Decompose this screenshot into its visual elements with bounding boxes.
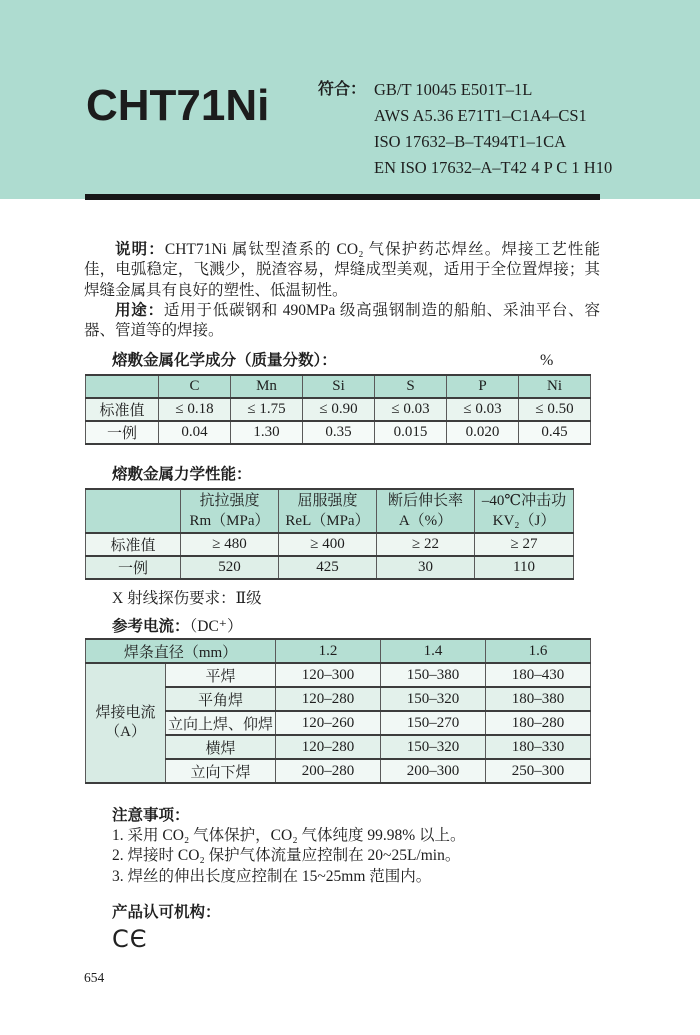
diameter-value: 1.6 xyxy=(486,639,591,663)
chemical-header-cell: P xyxy=(447,375,519,398)
certification-block xyxy=(112,900,221,952)
cell: 120–280 xyxy=(276,687,381,711)
cell: 120–260 xyxy=(276,711,381,735)
chemical-unit: % xyxy=(540,352,554,369)
cell: 120–280 xyxy=(276,735,381,759)
table-row xyxy=(86,398,591,421)
row-label: 一例 xyxy=(86,556,181,579)
cell: 150–320 xyxy=(381,687,486,711)
row-label: 标准值 xyxy=(86,398,159,421)
cell: 1.30 xyxy=(231,421,303,444)
cell: ≤ 0.18 xyxy=(159,398,231,421)
current-header-row xyxy=(86,639,591,663)
chemical-section-title: 熔敷金属化学成分（质量分数）： xyxy=(112,352,337,369)
cell: ≤ 1.75 xyxy=(231,398,303,421)
chemical-header-empty xyxy=(86,375,159,398)
mechanical-header-cell: –40℃冲击功 KV₂（J） xyxy=(475,489,574,533)
mechanical-header-row xyxy=(86,489,574,533)
notes-block xyxy=(112,806,592,887)
description-label: 说明： xyxy=(115,241,165,258)
note-item: 2. 焊接时 CO₂ 保护气体流量应控制在 20~25L/min。 xyxy=(112,847,461,865)
notes-title: 注意事项： xyxy=(112,807,190,824)
cell: 150–270 xyxy=(381,711,486,735)
cell: 200–280 xyxy=(276,759,381,783)
description-text: CHT71Ni 属钛型渣系的 CO₂ 气保护药芯焊丝。焊接工艺性能佳，电弧稳定，飞溅少，脱渣容易，焊缝成型美观，适用于全位置焊接；其焊缝金属具有良好的塑性、低温韧性。 xyxy=(84,241,600,299)
cell: ≤ 0.03 xyxy=(447,398,519,421)
row-label: 一例 xyxy=(86,421,159,444)
cell: ≤ 0.90 xyxy=(303,398,375,421)
mechanical-header-cell: 抗拉强度 Rm（MPa） xyxy=(181,489,279,533)
cell: 180–430 xyxy=(486,663,591,687)
chemical-header-cell: Ni xyxy=(519,375,591,398)
table-row xyxy=(86,421,591,444)
mechanical-properties-table xyxy=(85,488,574,580)
reference-current-table xyxy=(85,638,591,784)
standard-line: GB/T 10045 E501T–1L xyxy=(374,80,533,99)
usage-text: 适用于低碳钢和 490MPa 级高强钢制造的船舶、采油平台、容器、管道等的焊接。 xyxy=(84,301,600,340)
chemical-header-cell: C xyxy=(159,375,231,398)
cell: 120–300 xyxy=(276,663,381,687)
mechanical-header-cell: 断后伸长率 A（%） xyxy=(377,489,475,533)
cell: 30 xyxy=(377,556,475,579)
current-section-title: 参考电流：（DC⁺） xyxy=(112,618,243,635)
mechanical-header-empty xyxy=(86,489,181,533)
chemical-header-cell: S xyxy=(375,375,447,398)
position-label: 横焊 xyxy=(166,735,276,759)
current-polarity: （DC⁺） xyxy=(189,618,243,635)
cell: ≥ 400 xyxy=(279,533,377,556)
certification-title: 产品认可机构： xyxy=(112,904,221,921)
description-paragraph xyxy=(84,240,600,301)
table-row xyxy=(86,533,574,556)
cell: 200–300 xyxy=(381,759,486,783)
position-label: 平角焊 xyxy=(166,687,276,711)
diameter-value: 1.2 xyxy=(276,639,381,663)
cell: 180–280 xyxy=(486,711,591,735)
cell: 0.45 xyxy=(519,421,591,444)
mechanical-header-cell: 屈服强度 ReL（MPa） xyxy=(279,489,377,533)
cell: ≤ 0.50 xyxy=(519,398,591,421)
header-divider-bar xyxy=(85,194,600,200)
description-block xyxy=(84,240,600,341)
cell: 110 xyxy=(475,556,574,579)
cell: ≥ 27 xyxy=(475,533,574,556)
cell: 520 xyxy=(181,556,279,579)
cell: 180–380 xyxy=(486,687,591,711)
current-merged-label: 焊接电流 （A） xyxy=(86,663,166,783)
note-item: 1. 采用 CO₂ 气体保护，CO₂ 气体纯度 99.98% 以上。 xyxy=(112,827,466,844)
cell: 0.35 xyxy=(303,421,375,444)
position-label: 平焊 xyxy=(166,663,276,687)
table-row xyxy=(86,556,574,579)
standards-list xyxy=(374,77,612,181)
usage-paragraph xyxy=(84,301,600,342)
usage-label: 用途： xyxy=(115,301,164,319)
diameter-value: 1.4 xyxy=(381,639,486,663)
position-label: 立向下焊 xyxy=(166,759,276,783)
page-number: 654 xyxy=(84,970,105,985)
conforms-label: 符合： xyxy=(318,81,367,98)
ce-mark-icon: CЄ xyxy=(112,925,148,953)
product-title: CHT71Ni xyxy=(86,81,270,130)
cell: ≤ 0.03 xyxy=(375,398,447,421)
cell: 150–320 xyxy=(381,735,486,759)
xray-requirement: X 射线探伤要求：Ⅱ级 xyxy=(112,590,262,607)
cell: 150–380 xyxy=(381,663,486,687)
table-row xyxy=(86,663,591,687)
diameter-label: 焊条直径（mm） xyxy=(86,639,276,663)
cell: ≥ 480 xyxy=(181,533,279,556)
chemical-header-cell: Mn xyxy=(231,375,303,398)
position-label: 立向上焊、仰焊 xyxy=(166,711,276,735)
cell: 0.04 xyxy=(159,421,231,444)
standard-line: ISO 17632–B–T494T1–1CA xyxy=(374,132,567,151)
cell: 0.020 xyxy=(447,421,519,444)
cell: 0.015 xyxy=(375,421,447,444)
chemical-composition-table xyxy=(85,374,591,445)
cell: 180–330 xyxy=(486,735,591,759)
chemical-header-cell: Si xyxy=(303,375,375,398)
standard-line: EN ISO 17632–A–T42 4 P C 1 H10 xyxy=(374,158,613,177)
cell: 250–300 xyxy=(486,759,591,783)
note-item: 3. 焊丝的伸出长度应控制在 15~25mm 范围内。 xyxy=(112,867,432,885)
chemical-header-row xyxy=(86,375,591,398)
cell: ≥ 22 xyxy=(377,533,475,556)
mechanical-section-title: 熔敷金属力学性能： xyxy=(112,466,252,483)
row-label: 标准值 xyxy=(86,533,181,556)
cell: 425 xyxy=(279,556,377,579)
standard-line: AWS A5.36 E71T1–C1A4–CS1 xyxy=(374,106,587,125)
standards-block xyxy=(318,77,612,181)
